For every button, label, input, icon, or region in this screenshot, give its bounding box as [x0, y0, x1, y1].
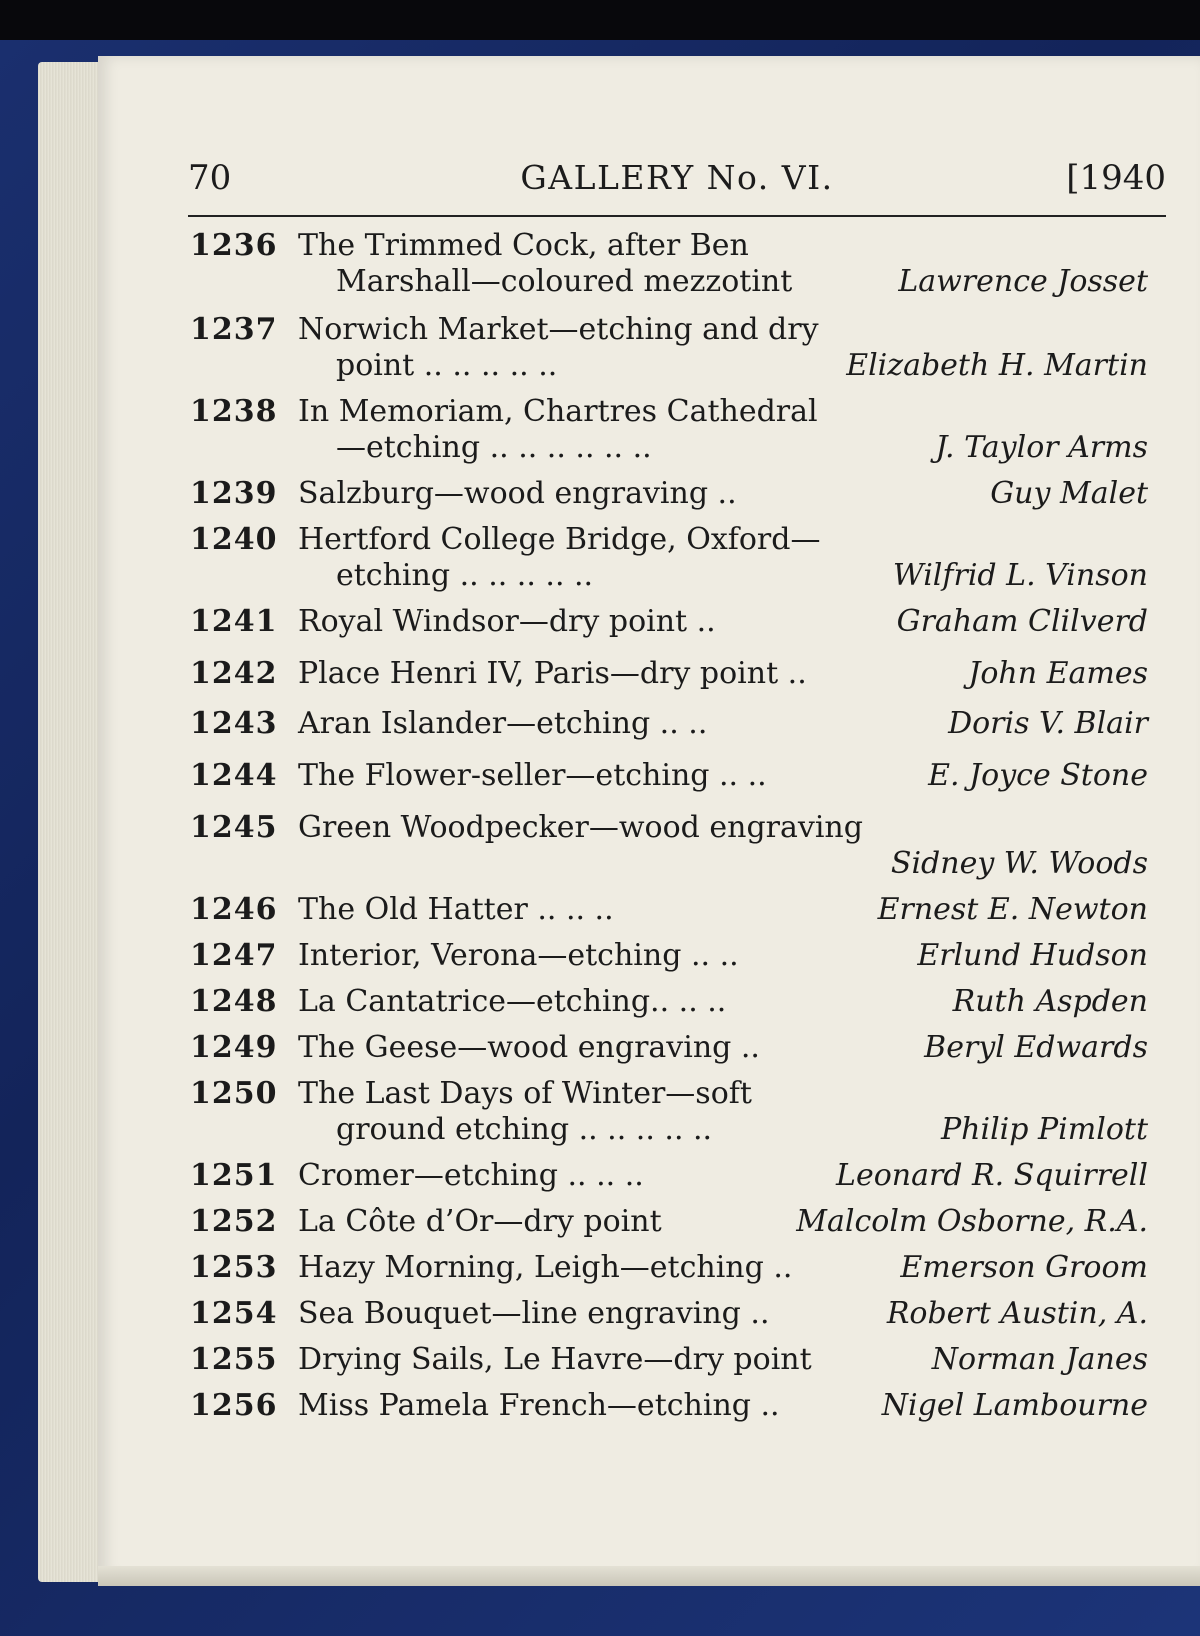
entry-number: 1246 — [190, 892, 278, 927]
entry-title: Norwich Market—etching and dry — [298, 312, 819, 347]
entry-title-continued: ground etching .. .. .. .. .. — [336, 1112, 713, 1147]
entry-title-continued: Marshall—coloured mezzotint — [336, 264, 793, 299]
entry-number: 1247 — [190, 938, 278, 973]
entry-number: 1252 — [190, 1204, 278, 1239]
entry-artist: Graham Clilverd — [896, 604, 1148, 639]
entry-number: 1253 — [190, 1250, 278, 1285]
entry-number: 1255 — [190, 1342, 278, 1377]
entry-artist: Leonard R. Squirrell — [836, 1158, 1148, 1193]
entry-title: Royal Windsor—dry point .. — [298, 604, 716, 639]
entry-title: La Côte d’Or—dry point — [298, 1204, 662, 1239]
entry-artist: Sidney W. Woods — [890, 846, 1148, 881]
entry-artist: Philip Pimlott — [940, 1112, 1148, 1147]
entry-number: 1249 — [190, 1030, 278, 1065]
entry-artist: Norman Janes — [931, 1342, 1148, 1377]
entry-title: The Flower-seller—etching .. .. — [298, 758, 767, 793]
entry-number: 1254 — [190, 1296, 278, 1331]
entry-artist: E. Joyce Stone — [928, 758, 1148, 793]
entry-artist: Lawrence Josset — [898, 264, 1148, 299]
entry-number: 1236 — [190, 228, 278, 263]
entry-title-continued: —etching .. .. .. .. .. .. — [336, 430, 652, 465]
entry-title: In Memoriam, Chartres Cathedral — [298, 394, 818, 429]
entry-number: 1245 — [190, 810, 278, 845]
entry-title: The Old Hatter .. .. .. — [298, 892, 614, 927]
entry-number: 1237 — [190, 312, 278, 347]
entry-artist: Emerson Groom — [900, 1250, 1148, 1285]
entry-title: Drying Sails, Le Havre—dry point — [298, 1342, 812, 1377]
entry-title: Cromer—etching .. .. .. — [298, 1158, 644, 1193]
entry-artist: Doris V. Blair — [948, 706, 1148, 741]
entry-number: 1251 — [190, 1158, 278, 1193]
entry-number: 1240 — [190, 522, 278, 557]
entry-artist: Ruth Aspden — [952, 984, 1148, 1019]
entry-artist: Elizabeth H. Martin — [846, 348, 1148, 383]
entry-title: Sea Bouquet—line engraving .. — [298, 1296, 770, 1331]
entry-title-continued: point .. .. .. .. .. — [336, 348, 558, 383]
entry-title: Miss Pamela French—etching .. — [298, 1388, 780, 1423]
entry-title: La Cantatrice—etching.. .. .. — [298, 984, 727, 1019]
entry-number: 1239 — [190, 476, 278, 511]
entry-title: Salzburg—wood engraving .. — [298, 476, 737, 511]
entry-artist: Ernest E. Newton — [877, 892, 1148, 927]
entry-artist: Malcolm Osborne, R.A. — [796, 1204, 1148, 1239]
entry-number: 1244 — [190, 758, 278, 793]
entry-title: Hertford College Bridge, Oxford— — [298, 522, 821, 557]
entry-artist: J. Taylor Arms — [935, 430, 1148, 465]
page-number: 70 — [188, 158, 232, 198]
entry-title: The Trimmed Cock, after Ben — [298, 228, 749, 263]
entry-number: 1248 — [190, 984, 278, 1019]
entry-artist: Wilfrid L. Vinson — [892, 558, 1148, 593]
entry-number: 1250 — [190, 1076, 278, 1111]
entry-artist: Erlund Hudson — [917, 938, 1148, 973]
entry-title: The Last Days of Winter—soft — [298, 1076, 752, 1111]
entry-number: 1241 — [190, 604, 278, 639]
entry-title: Place Henri IV, Paris—dry point .. — [298, 656, 807, 691]
entry-number: 1256 — [190, 1388, 278, 1423]
entry-title-continued: etching .. .. .. .. .. — [336, 558, 594, 593]
entry-title: Hazy Morning, Leigh—etching .. — [298, 1250, 793, 1285]
entry-number: 1238 — [190, 394, 278, 429]
entry-title: Interior, Verona—etching .. .. — [298, 938, 739, 973]
entry-artist: Robert Austin, A. — [886, 1296, 1148, 1331]
entry-artist: John Eames — [968, 656, 1148, 691]
entry-artist: Nigel Lambourne — [881, 1388, 1148, 1423]
year-label: [1940 — [1066, 158, 1166, 198]
entry-title: Green Woodpecker—wood engraving — [298, 810, 863, 845]
entry-title: The Geese—wood engraving .. — [298, 1030, 760, 1065]
entry-title: Aran Islander—etching .. .. — [298, 706, 708, 741]
entry-number: 1242 — [190, 656, 278, 691]
entry-artist: Guy Malet — [990, 476, 1148, 511]
entry-artist: Beryl Edwards — [924, 1030, 1148, 1065]
page-title: GALLERY No. VI. — [520, 158, 834, 197]
entry-number: 1243 — [190, 706, 278, 741]
